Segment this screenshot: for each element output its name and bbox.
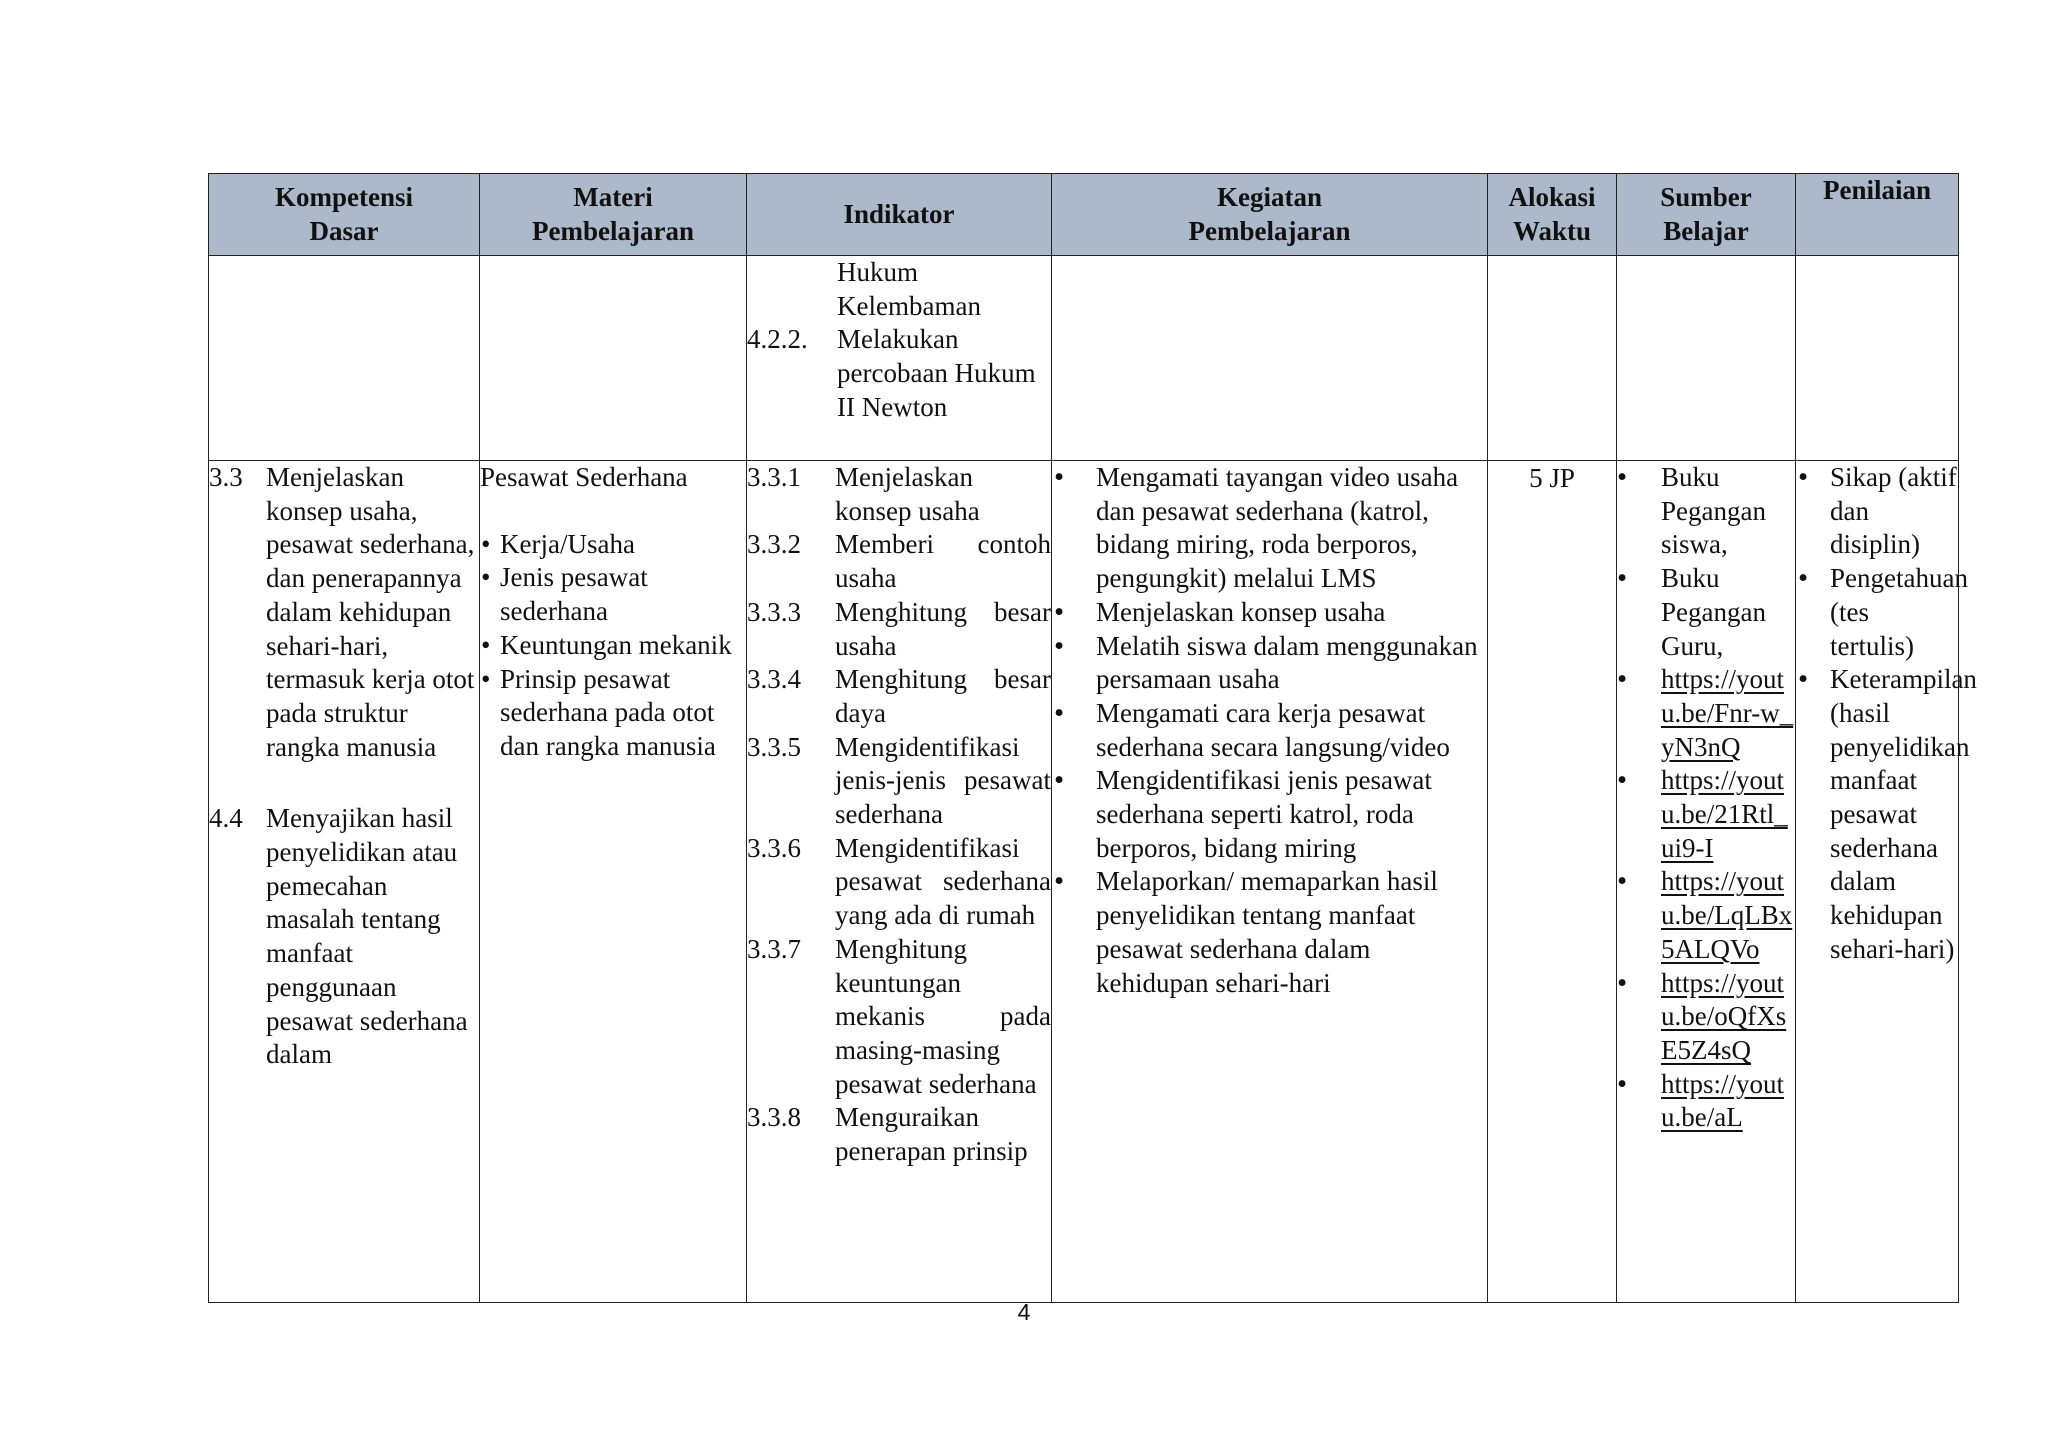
cell-kegiatan (1052, 461, 1488, 1303)
materi-item: • Prinsip pesawat sederhana pada otot dan rangka manusia (480, 663, 746, 764)
header-kompetensi-dasar: Kompetensi Dasar (209, 174, 480, 256)
indikator-item: 3.3.3 Menghitung besar usaha (747, 596, 1051, 661)
page-number: 4 (1017, 1299, 1031, 1325)
kegiatan-item: • Melatih siswa dalam menggunakan persamaan usaha (1052, 630, 1487, 697)
indikator-item: 3.3.4 Menghitung besar daya (747, 664, 1051, 728)
table-header-row (209, 174, 1959, 256)
cell-kompetensi (209, 256, 480, 461)
sumber-link-item (1617, 865, 1795, 966)
sumber-link-item (1617, 967, 1795, 1068)
kegiatan-item: • Menjelaskan konsep usaha (1052, 596, 1487, 630)
header-kegiatan-pembelajaran: Kegiatan Pembelajaran (1052, 174, 1488, 256)
sumber-item: • Buku Pegangan siswa, (1617, 461, 1795, 562)
materi-item: • Kerja/Usaha (480, 528, 746, 562)
youtube-link[interactable]: https://youtu.be/Fnr-w_yN3nQ (1661, 664, 1794, 762)
cell-sumber (1617, 256, 1796, 461)
cell-alokasi (1488, 256, 1617, 461)
materi-item: • Jenis pesawat sederhana (480, 561, 746, 628)
indikator-item: 3.3.2 Memberi contoh usaha (747, 529, 1051, 594)
youtube-link[interactable]: https://youtu.be/LqLBx5ALQVo (1661, 866, 1793, 964)
sumber-link-item (1617, 1068, 1795, 1135)
cell-kompetensi (209, 461, 480, 1303)
kompetensi-item: 3.3 Menjelaskan konsep usaha, pesawat sederhana, dan penerapannya dalam kehidupan sehari-hari, termasuk kerja otot pada struktur rangka manusia (209, 462, 475, 762)
kompetensi-item: 4.4 Menyajikan hasil penyelidikan atau pemecahan masalah tentang manfaat penggunaan pesawat sederhana dalam (209, 803, 468, 1070)
indikator-item: 3.3.5 Mengidentifikasi jenis-jenis pesawat sederhana (747, 731, 1051, 830)
lesson-plan-table (208, 173, 1977, 1303)
indikator-item: 4.2.2. Melakukan percobaan Hukum II Newton (747, 324, 1036, 422)
sumber-link-item (1617, 764, 1795, 865)
penilaian-item: • Keterampilan (hasil penyelidikan manfaat pesawat sederhana dalam kehidupan sehari-hari) (1796, 663, 1958, 966)
cell-alokasi: 5 JP (1488, 461, 1617, 1303)
header-materi-pembelajaran: Materi Pembelajaran (480, 174, 747, 256)
sumber-link-item (1617, 663, 1795, 764)
indikator-item: 3.3.7 Menghitung keuntungan mekanis pada masing-masing pesawat sederhana (747, 933, 1051, 1099)
header-indikator: Indikator (747, 174, 1052, 256)
kegiatan-item: • Mengamati tayangan video usaha dan pesawat sederhana (katrol, bidang miring, roda berporos, pengungkit) melalui LMS (1052, 461, 1487, 596)
header-sumber-belajar: Sumber Belajar (1617, 174, 1796, 256)
indikator-item: 3.3.1 Menjelaskan konsep usaha (747, 462, 980, 526)
kegiatan-item: • Mengidentifikasi jenis pesawat sederhana seperti katrol, roda berporos, bidang miring (1052, 764, 1487, 865)
materi-title: Pesawat Sederhana (480, 462, 688, 492)
indikator-item: 3.3.6 Mengidentifikasi pesawat sederhana yang ada di rumah (747, 832, 1051, 931)
youtube-link[interactable]: https://youtu.be/oQfXsE5Z4sQ (1661, 967, 1787, 1065)
materi-item: • Keuntungan mekanik (480, 629, 746, 663)
penilaian-item: • Pengetahuan (tes tertulis) (1796, 562, 1958, 663)
cell-kegiatan (1052, 256, 1488, 461)
sumber-item: • Buku Pegangan Guru, (1617, 562, 1795, 663)
cell-penilaian (1796, 256, 1959, 461)
cell-penilaian (1796, 461, 1977, 1303)
header-alokasi-waktu: Alokasi Waktu (1488, 174, 1617, 256)
penilaian-item: • Sikap (aktif dan disiplin) (1796, 461, 1958, 562)
youtube-link[interactable]: https://youtu.be/aL (1661, 1068, 1785, 1133)
table-row (209, 256, 1959, 461)
header-penilaian: Penilaian (1796, 174, 1959, 256)
kegiatan-item: • Melaporkan/ memaparkan hasil penyelidikan tentang manfaat pesawat sederhana dalam kehidupan sehari-hari (1052, 865, 1487, 1000)
kegiatan-item: • Mengamati cara kerja pesawat sederhana secara langsung/video (1052, 697, 1487, 764)
cell-indikator (747, 256, 1052, 461)
cell-sumber (1617, 461, 1796, 1303)
cell-materi (480, 256, 747, 461)
cell-materi (480, 461, 747, 1303)
youtube-link[interactable]: https://youtu.be/21Rtl_ui9-I (1661, 765, 1788, 863)
indikator-continuation: Hukum Kelembaman (837, 257, 981, 321)
indikator-item: 3.3.8 Menguraikan penerapan prinsip (747, 1102, 1028, 1167)
table-row (209, 461, 1959, 1303)
cell-indikator (747, 461, 1052, 1303)
